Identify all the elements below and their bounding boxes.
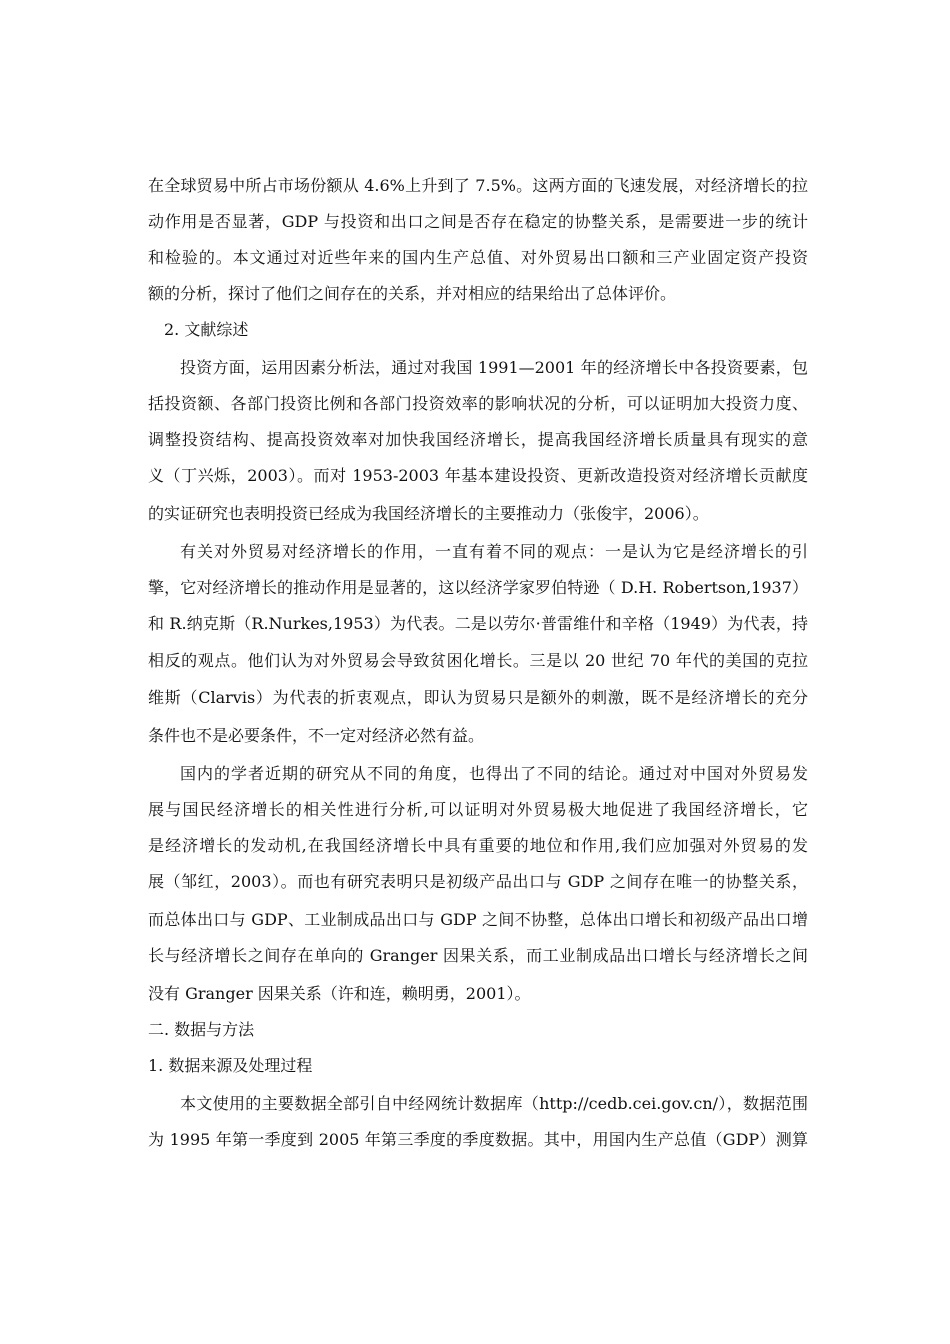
paragraph-line: 调整投资结构、提高投资效率对加快我国经济增长，提高我国经济增长质量具有现实的意 [148,430,808,449]
section-heading-literature-review: 2. 文献综述 [164,320,249,339]
paragraph-line: 是经济增长的发动机,在我国经济增长中具有重要的地位和作用,我们应加强对外贸易的发 [148,836,808,855]
paragraph-line: 括投资额、各部门投资比例和各部门投资效率的影响状况的分析，可以证明加大投资力度、 [148,394,808,413]
paragraph-line: 和 R.纳克斯（R.Nurkes,1953）为代表。二是以劳尔·普雷维什和辛格（1949）为代表，持 [148,614,808,633]
paragraph-line: 展与国民经济增长的相关性进行分析,可以证明对外贸易极大地促进了我国经济增长，它 [148,800,808,819]
paragraph-line: 本文使用的主要数据全部引自中经网统计数据库（http://cedb.cei.gov.cn/），数据范围 [180,1094,808,1113]
paragraph-line: 而总体出口与 GDP、工业制成品出口与 GDP 之间不协整，总体出口增长和初级产品出口增 [148,910,808,929]
section-heading-data-and-methods: 二. 数据与方法 [148,1020,255,1039]
paragraph-line: 的实证研究也表明投资已经成为我国经济增长的主要推动力（张俊宇，2006）。 [148,504,709,523]
paragraph-line: 在全球贸易中所占市场份额从 4.6%上升到了 7.5%。这两方面的飞速发展，对经济增长的拉 [148,176,808,195]
paragraph-line: 擎，它对经济增长的推动作用是显著的，这以经济学家罗伯特逊（ D.H. Robertson,1937） [148,578,808,597]
paragraph-line: 相反的观点。他们认为对外贸易会导致贫困化增长。三是以 20 世纪 70 年代的美国的克拉 [148,651,808,670]
paragraph-line: 有关对外贸易对经济增长的作用，一直有着不同的观点：一是认为它是经济增长的引 [180,542,808,561]
paragraph-line: 和检验的。本文通过对近些年来的国内生产总值、对外贸易出口额和三产业固定资产投资 [148,248,808,267]
paragraph-line: 展（邹红，2003）。而也有研究表明只是初级产品出口与 GDP 之间存在唯一的协整关系， [148,872,808,891]
paragraph-line: 投资方面，运用因素分析法，通过对我国 1991—2001 年的经济增长中各投资要素，包 [180,358,808,377]
paragraph-line: 条件也不是必要条件，不一定对经济必然有益。 [148,726,485,745]
paragraph-line: 没有 Granger 因果关系（许和连，赖明勇，2001）。 [148,984,531,1003]
paragraph-line: 维斯（Clarvis）为代表的折衷观点，即认为贸易只是额外的刺激，既不是经济增长的充分 [148,688,808,707]
paragraph-line: 长与经济增长之间存在单向的 Granger 因果关系，而工业制成品出口增长与经济增长之间 [148,946,808,965]
paragraph-line: 为 1995 年第一季度到 2005 年第三季度的季度数据。其中，用国内生产总值（GDP）测算 [148,1130,808,1149]
paragraph-line: 额的分析，探讨了他们之间存在的关系，并对相应的结果给出了总体评价。 [148,284,677,303]
paragraph-line: 国内的学者近期的研究从不同的角度，也得出了不同的结论。通过对中国对外贸易发 [180,764,808,783]
paragraph-line: 动作用是否显著，GDP 与投资和出口之间是否存在稳定的协整关系，是需要进一步的统计 [148,212,808,231]
paragraph-line: 义（丁兴烁，2003）。而对 1953-2003 年基本建设投资、更新改造投资对经济增长贡献度 [148,466,808,485]
subsection-heading-data-source: 1. 数据来源及处理过程 [148,1056,313,1075]
